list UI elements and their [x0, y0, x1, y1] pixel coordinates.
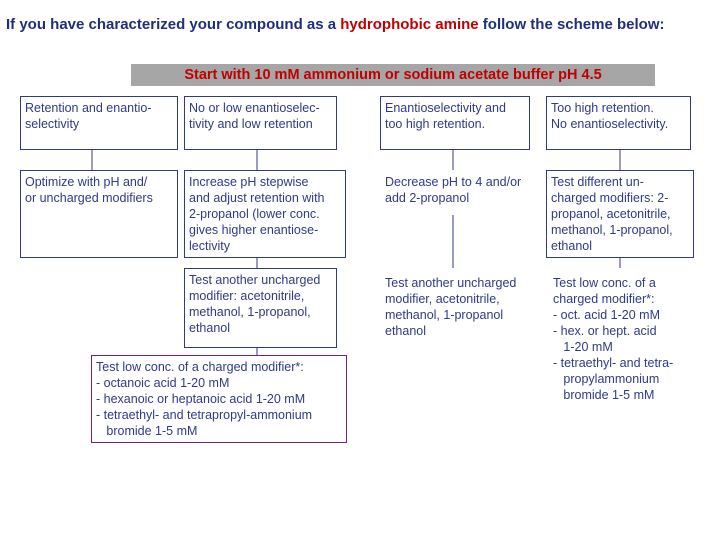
retention-enantioselectivity-box: Retention and enantio- selectivity [20, 96, 178, 150]
charged-modifier-box: Test low conc. of a charged modifier*: - octanoic acid 1-20 mM - hexanoic or heptanoic acid 1-20 mM - tetraethyl- and tetrapropyl-ammonium bromide 1-5 mM [91, 355, 347, 443]
charged-modifier-text: Test low conc. of a charged modifier*: - oct. acid 1-20 mM - hex. or hept. acid 1-20 mM - tetraethyl- and tetra- propylammonium bromide 1-5 mM [553, 276, 674, 402]
uncharged-modifier-box: Test another uncharged modifier: acetonitrile, methanol, 1-propanol, ethanol [184, 268, 337, 348]
low-enantioselectivity-box: No or low enantioselec- tivity and low retention [184, 96, 337, 150]
different-modifiers-box: Test different un- charged modifiers: 2- propanol, acetonitrile, methanol, 1-propanol, ethanol [546, 170, 694, 258]
decrease-ph-text: Decrease pH to 4 and/or add 2-propanol [385, 175, 522, 205]
high-retention-enantioselectivity-box: Enantioselectivity and too high retention. [380, 96, 530, 150]
no-enantioselectivity-box: Too high retention. No enantioselectivity. [546, 96, 691, 150]
compound-class-highlight: hydrophobic amine [340, 16, 479, 33]
start-box: Start with 10 mM ammonium or sodium acetate buffer pH 4.5 [131, 64, 655, 86]
uncharged-modifier-text: Test another uncharged modifier, acetonitrile, methanol, 1-propanol ethanol [385, 276, 517, 338]
optimize-box: Optimize with pH and/ or uncharged modifiers [20, 170, 178, 258]
increase-ph-box: Increase pH stepwise and adjust retention with 2-propanol (lower conc. gives higher enantiose- lectivity [184, 170, 346, 258]
page-title: If you have characterized your compound as a hydrophobic amine follow the scheme below: [6, 16, 665, 33]
